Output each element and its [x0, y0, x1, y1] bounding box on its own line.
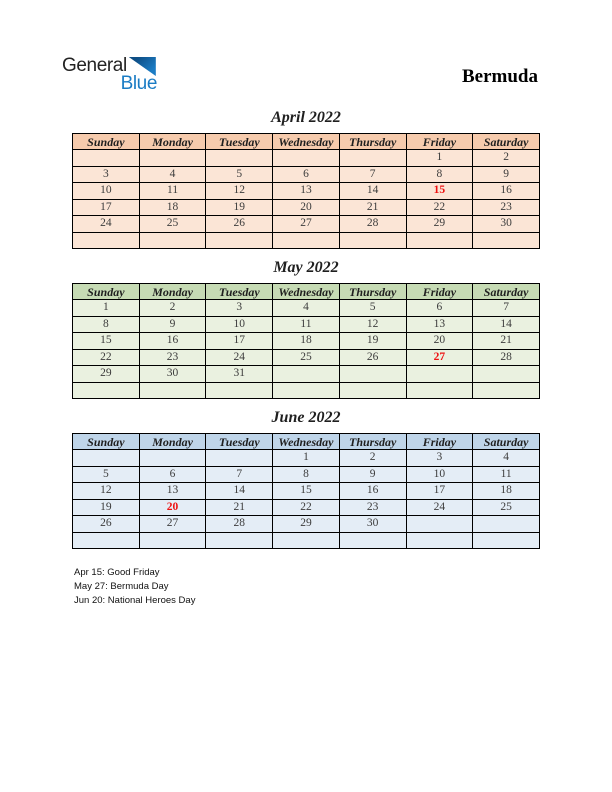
day-cell: 4	[273, 300, 340, 317]
day-header-monday: Monday	[139, 284, 206, 300]
day-header-thursday: Thursday	[339, 134, 406, 150]
week-row	[73, 166, 540, 183]
day-cell: 13	[139, 483, 206, 500]
day-cell: 15	[73, 333, 140, 350]
day-cell: 26	[73, 516, 140, 533]
day-cell: 3	[406, 450, 473, 467]
day-cell: 5	[73, 466, 140, 483]
day-cell: 29	[406, 216, 473, 233]
empty-day-cell	[139, 232, 206, 249]
empty-day-cell	[273, 232, 340, 249]
day-cell: 7	[206, 466, 273, 483]
day-cell: 10	[73, 183, 140, 200]
week-row	[73, 499, 540, 516]
empty-day-cell	[473, 516, 540, 533]
empty-day-cell	[406, 366, 473, 383]
day-cell: 26	[339, 349, 406, 366]
day-cell: 26	[206, 216, 273, 233]
day-cell: 13	[406, 316, 473, 333]
day-cell: 4	[139, 166, 206, 183]
logo-text-general: General	[62, 55, 127, 76]
day-cell: 24	[406, 499, 473, 516]
empty-day-cell	[406, 382, 473, 399]
day-cell: 5	[206, 166, 273, 183]
week-row	[73, 483, 540, 500]
empty-day-cell	[273, 532, 340, 549]
empty-day-cell	[73, 532, 140, 549]
day-cell: 14	[206, 483, 273, 500]
day-cell: 29	[73, 366, 140, 383]
week-row	[73, 349, 540, 366]
day-cell: 7	[473, 300, 540, 317]
day-cell: 3	[206, 300, 273, 317]
day-cell: 25	[273, 349, 340, 366]
day-header-saturday: Saturday	[473, 434, 540, 450]
day-cell: 13	[273, 183, 340, 200]
month-title: May 2022	[273, 259, 339, 276]
month-table	[72, 283, 540, 399]
day-header-wednesday: Wednesday	[273, 284, 340, 300]
empty-day-cell	[339, 382, 406, 399]
month-table	[72, 433, 540, 549]
day-cell: 11	[139, 183, 206, 200]
holiday-note: Jun 20: National Heroes Day	[74, 595, 196, 606]
empty-day-cell	[339, 366, 406, 383]
month-april	[0, 109, 612, 249]
day-cell: 5	[339, 300, 406, 317]
day-cell: 12	[339, 316, 406, 333]
empty-day-cell	[473, 232, 540, 249]
week-row	[73, 366, 540, 383]
empty-day-cell	[406, 232, 473, 249]
day-header-wednesday: Wednesday	[273, 134, 340, 150]
day-cell: 19	[206, 199, 273, 216]
month-title: April 2022	[271, 109, 341, 126]
day-cell: 8	[273, 466, 340, 483]
day-cell: 28	[473, 349, 540, 366]
day-header-sunday: Sunday	[73, 434, 140, 450]
day-cell: 12	[73, 483, 140, 500]
empty-day-cell	[273, 382, 340, 399]
week-row	[73, 466, 540, 483]
week-row	[73, 316, 540, 333]
day-cell: 7	[339, 166, 406, 183]
day-header-friday: Friday	[406, 434, 473, 450]
day-cell: 20	[273, 199, 340, 216]
day-header-thursday: Thursday	[339, 434, 406, 450]
day-cell: 25	[473, 499, 540, 516]
month-table	[72, 133, 540, 249]
day-cell: 30	[339, 516, 406, 533]
day-cell: 27	[406, 349, 473, 366]
day-cell: 24	[73, 216, 140, 233]
day-cell: 3	[73, 166, 140, 183]
holiday-notes	[74, 566, 612, 608]
week-row	[73, 150, 540, 167]
empty-day-cell	[206, 532, 273, 549]
day-cell: 30	[473, 216, 540, 233]
day-cell: 14	[339, 183, 406, 200]
day-header-thursday: Thursday	[339, 284, 406, 300]
day-header-tuesday: Tuesday	[206, 134, 273, 150]
day-cell: 20	[139, 499, 206, 516]
day-header-tuesday: Tuesday	[206, 434, 273, 450]
empty-day-cell	[406, 516, 473, 533]
day-cell: 29	[273, 516, 340, 533]
day-cell: 4	[473, 450, 540, 467]
day-cell: 2	[473, 150, 540, 167]
week-row	[73, 199, 540, 216]
general-blue-logo	[62, 56, 157, 93]
week-row	[73, 183, 540, 200]
day-cell: 21	[339, 199, 406, 216]
empty-day-cell	[73, 150, 140, 167]
day-cell: 1	[273, 450, 340, 467]
day-cell: 17	[73, 199, 140, 216]
empty-day-cell	[139, 450, 206, 467]
day-cell: 1	[73, 300, 140, 317]
day-cell: 11	[473, 466, 540, 483]
day-header-saturday: Saturday	[473, 134, 540, 150]
day-cell: 18	[473, 483, 540, 500]
logo-text-blue: Blue	[120, 73, 157, 94]
day-cell: 8	[406, 166, 473, 183]
day-cell: 6	[273, 166, 340, 183]
day-cell: 28	[339, 216, 406, 233]
day-cell: 23	[139, 349, 206, 366]
day-cell: 1	[406, 150, 473, 167]
empty-day-cell	[473, 532, 540, 549]
day-cell: 15	[273, 483, 340, 500]
day-header-tuesday: Tuesday	[206, 284, 273, 300]
day-header-friday: Friday	[406, 284, 473, 300]
day-cell: 20	[406, 333, 473, 350]
day-cell: 9	[139, 316, 206, 333]
holiday-note: Apr 15: Good Friday	[74, 567, 160, 578]
day-cell: 19	[339, 333, 406, 350]
empty-day-cell	[206, 232, 273, 249]
day-cell: 27	[139, 516, 206, 533]
empty-day-cell	[139, 532, 206, 549]
day-cell: 18	[139, 199, 206, 216]
empty-day-cell	[206, 150, 273, 167]
week-row	[73, 232, 540, 249]
month-title: June 2022	[271, 409, 341, 426]
empty-day-cell	[406, 532, 473, 549]
month-june	[0, 409, 612, 549]
empty-day-cell	[206, 382, 273, 399]
day-cell: 6	[139, 466, 206, 483]
week-row	[73, 450, 540, 467]
day-cell: 21	[206, 499, 273, 516]
empty-day-cell	[73, 450, 140, 467]
empty-day-cell	[206, 450, 273, 467]
week-row	[73, 382, 540, 399]
day-cell: 15	[406, 183, 473, 200]
day-cell: 16	[339, 483, 406, 500]
day-header-row	[73, 134, 540, 150]
day-cell: 2	[339, 450, 406, 467]
week-row	[73, 516, 540, 533]
day-cell: 22	[406, 199, 473, 216]
empty-day-cell	[73, 232, 140, 249]
empty-day-cell	[339, 532, 406, 549]
day-header-monday: Monday	[139, 134, 206, 150]
day-cell: 8	[73, 316, 140, 333]
day-header-row	[73, 434, 540, 450]
day-cell: 24	[206, 349, 273, 366]
week-row	[73, 300, 540, 317]
day-header-sunday: Sunday	[73, 284, 140, 300]
day-cell: 16	[139, 333, 206, 350]
day-cell: 6	[406, 300, 473, 317]
day-header-row	[73, 284, 540, 300]
day-cell: 31	[206, 366, 273, 383]
day-cell: 23	[473, 199, 540, 216]
day-cell: 30	[139, 366, 206, 383]
day-cell: 10	[206, 316, 273, 333]
day-cell: 14	[473, 316, 540, 333]
empty-day-cell	[473, 382, 540, 399]
day-header-sunday: Sunday	[73, 134, 140, 150]
empty-day-cell	[139, 150, 206, 167]
day-cell: 2	[139, 300, 206, 317]
empty-day-cell	[273, 150, 340, 167]
day-cell: 12	[206, 183, 273, 200]
day-cell: 17	[206, 333, 273, 350]
week-row	[73, 216, 540, 233]
day-cell: 27	[273, 216, 340, 233]
day-header-monday: Monday	[139, 434, 206, 450]
empty-day-cell	[339, 150, 406, 167]
day-header-friday: Friday	[406, 134, 473, 150]
day-cell: 9	[473, 166, 540, 183]
empty-day-cell	[473, 366, 540, 383]
day-cell: 28	[206, 516, 273, 533]
empty-day-cell	[339, 232, 406, 249]
day-cell: 9	[339, 466, 406, 483]
day-cell: 10	[406, 466, 473, 483]
page-title: Bermuda	[462, 66, 538, 87]
day-header-saturday: Saturday	[473, 284, 540, 300]
week-row	[73, 333, 540, 350]
week-row	[73, 532, 540, 549]
day-cell: 25	[139, 216, 206, 233]
day-cell: 11	[273, 316, 340, 333]
day-cell: 22	[73, 349, 140, 366]
day-cell: 21	[473, 333, 540, 350]
day-cell: 18	[273, 333, 340, 350]
day-cell: 19	[73, 499, 140, 516]
day-cell: 16	[473, 183, 540, 200]
day-header-wednesday: Wednesday	[273, 434, 340, 450]
holiday-note: May 27: Bermuda Day	[74, 581, 169, 592]
empty-day-cell	[73, 382, 140, 399]
day-cell: 22	[273, 499, 340, 516]
day-cell: 23	[339, 499, 406, 516]
day-cell: 17	[406, 483, 473, 500]
empty-day-cell	[273, 366, 340, 383]
empty-day-cell	[139, 382, 206, 399]
month-may	[0, 259, 612, 399]
